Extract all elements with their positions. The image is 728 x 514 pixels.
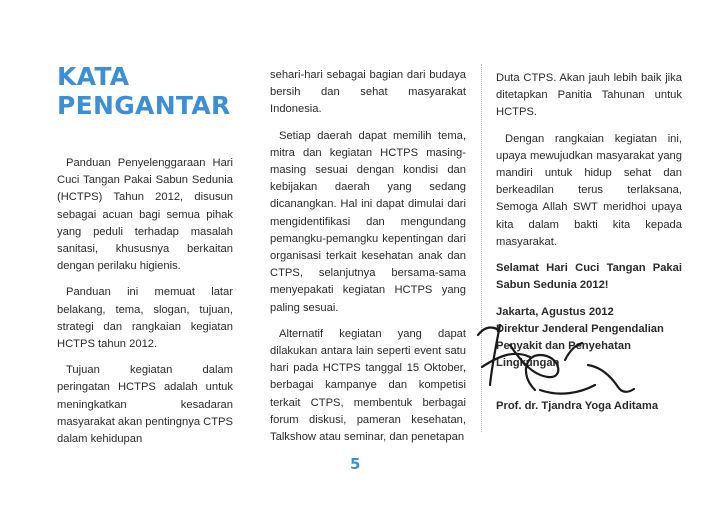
paragraph: sehari-hari sebagai bagian dari budaya bersih dan sehat masyarakat Indonesia. (270, 69, 466, 116)
page-number: 5 (350, 455, 361, 473)
title-line-1: KATA (57, 62, 130, 91)
paragraph: Alternatif kegiatan yang dapat dilakukan antara lain seperti event satu hari pada HCTPS tanggal 15 Oktober, berbagai kampanye dan kompetisi terkait CTPS, membentuk berbagai forum diskusi, pameran kesehatan, Talkshow atau seminar, dan penetapan (270, 327, 466, 444)
paragraph: Panduan Penyelenggaraan Hari Cuci Tangan Pakai Sabun Sedunia (HCTPS) Tahun 2012, disusun sebagai acuan bagi semua pihak yang peduli terhadap masalah sanitasi, khususnya berkaitan dengan perilaku higienis. (57, 157, 233, 273)
signatory-name: Prof. dr. Tjandra Yoga Aditama (496, 400, 659, 412)
column-middle (270, 67, 466, 455)
paragraph: Duta CTPS. Akan jauh lebih baik jika ditetapkan Panitia Tahunan untuk HCTPS. (496, 72, 682, 119)
position-title: Direktur Jenderal Pengendalian Penyakit dan Penyehatan Lingkungan (496, 323, 664, 370)
title-line-2: PENGANTAR (57, 91, 231, 120)
greeting: Selamat Hari Cuci Tangan Pakai Sabun Sedunia 2012! (496, 262, 682, 292)
column-left (57, 155, 233, 457)
page-title (57, 62, 231, 120)
paragraph: Setiap daerah dapat memilih tema, mitra dan kegiatan HCTPS masing-masing sesuai dengan kondisi dan kebijakan daerah yang sedang dicanangkan. Hal ini dapat dimulai dari mengidentifikasi dan mengundang pemangku-pemangku kepentingan dari organisasi terkait kesehatan anak dan CTPS, selanjutnya bersama-sama menyepakati kegiatan HCTPS yang paling sesuai. (270, 129, 466, 314)
paragraph: Dengan rangkaian kegiatan ini, upaya mewujudkan masyarakat yang mandiri untuk hidup sehat dan berkeadilan terus terlaksana, Semoga Allah SWT meridhoi upaya kita dalam bakti kita kepada masyarakat. (496, 132, 682, 248)
paragraph: Tujuan kegiatan dalam peringatan HCTPS adalah untuk meningkatkan kesadaran masyarakat akan pentingnya CTPS dalam kehidupan (57, 364, 233, 446)
place-date: Jakarta, Agustus 2012 (496, 306, 614, 319)
paragraph: Panduan ini memuat latar belakang, tema, slogan, tujuan, strategi dan rangkaian kegiatan HCTPS tahun 2012. (57, 286, 233, 351)
handwritten-signature (470, 305, 640, 415)
